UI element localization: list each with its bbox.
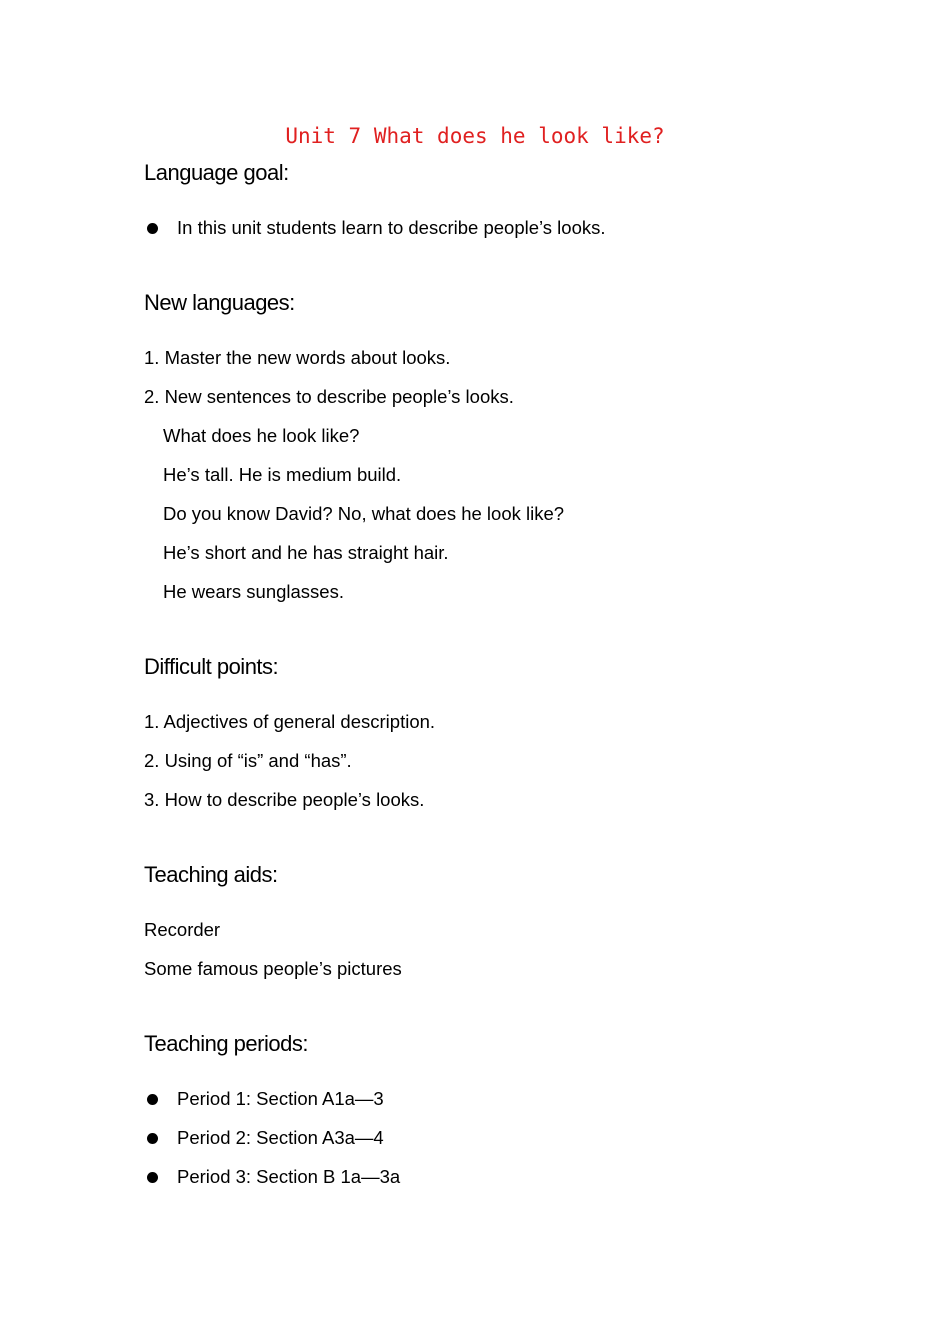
bullet-dot-icon: [147, 1133, 158, 1144]
section-heading-teaching-periods: Teaching periods:: [144, 1031, 308, 1056]
section-heading-teaching-aids: Teaching aids:: [144, 862, 278, 887]
list-item: Recorder: [144, 919, 221, 940]
list-item: 2. Using of “is” and “has”.: [144, 750, 352, 771]
bullet-text: Period 3: Section B 1a—3a: [177, 1166, 401, 1187]
list-item: 2. New sentences to describe people’s looks.: [144, 386, 514, 407]
list-item: 3. How to describe people’s looks.: [144, 789, 425, 810]
example-sentence: He’s short and he has straight hair.: [163, 542, 449, 563]
section-heading-difficult-points: Difficult points:: [144, 654, 279, 679]
list-item: 1. Adjectives of general description.: [144, 711, 436, 732]
bullet-text: Period 1: Section A1a—3: [177, 1088, 384, 1109]
example-sentence: Do you know David? No, what does he look like?: [163, 503, 565, 524]
bullet-dot-icon: [147, 1172, 158, 1183]
list-item: 1. Master the new words about looks.: [144, 347, 451, 368]
document-title: Unit 7 What does he look like?: [285, 124, 665, 148]
section-heading-language-goal: Language goal:: [144, 160, 289, 185]
section-heading-new-languages: New languages:: [144, 290, 295, 315]
example-sentence: He wears sunglasses.: [163, 581, 344, 602]
bullet-dot-icon: [147, 223, 158, 234]
bullet-text: Period 2: Section A3a—4: [177, 1127, 384, 1148]
list-item: Some famous people’s pictures: [144, 958, 402, 979]
bullet-dot-icon: [147, 1094, 158, 1105]
example-sentence: What does he look like?: [163, 425, 360, 446]
bullet-text: In this unit students learn to describe people’s looks.: [177, 217, 606, 238]
example-sentence: He’s tall. He is medium build.: [163, 464, 402, 485]
